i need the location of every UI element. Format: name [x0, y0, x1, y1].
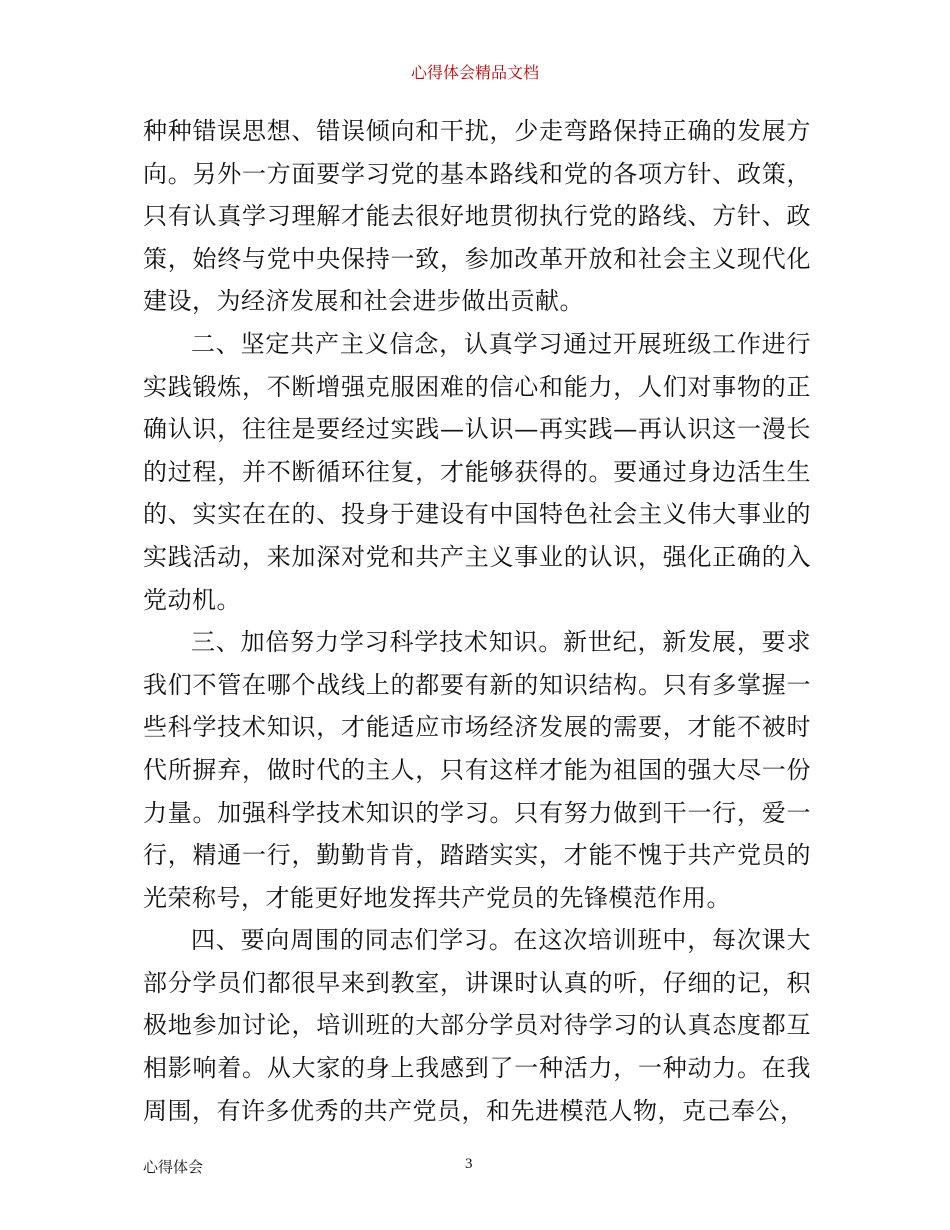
- paragraph-continuation: 种种错误思想、错误倾向和干扰，少走弯路保持正确的发展方向。另外一方面要学习党的基本路线和党的各项方针、政策，只有认真学习理解才能去很好地贯彻执行党的路线、方针、政策，始终与党中央保持一致，参加改革开放和社会主义现代化建设，为经济发展和社会进步做出贡献。: [143, 117, 811, 316]
- document-body: [143, 110, 811, 1132]
- page-header-title: 心得体会精品文档: [410, 63, 539, 82]
- page-number: 3: [465, 1156, 473, 1172]
- paragraph-section-four: 四、要向周围的同志们学习。在这次培训班中，每次课大部分学员们都很早来到教室，讲课时认真的听，仔细的记，积极地参加讨论，培训班的大部分学员对待学习的认真态度都互相影响着。从大家的身上我感到了一种活力，一种动力。在我周围，有许多优秀的共产党员，和先进模范人物，克己奉公，: [143, 926, 811, 1125]
- paragraph-section-two: 二、坚定共产主义信念，认真学习通过开展班级工作进行实践锻炼，不断增强克服困难的信心和能力，人们对事物的正确认识，往往是要经过实践—认识—再实践—再认识这一漫长的过程，并不断循环往复，才能够获得的。要通过身边活生生的、实实在在的、投身于建设有中国特色社会主义伟大事业的实践活动，来加深对党和共产主义事业的认识，强化正确的入党动机。: [143, 329, 811, 614]
- footer-label: 心得体会: [143, 1158, 204, 1176]
- paragraph-section-three: 三、加倍努力学习科学技术知识。新世纪，新发展，要求我们不管在哪个战线上的都要有新的知识结构。只有多掌握一些科学技术知识，才能适应市场经济发展的需要，才能不被时代所摒弃，做时代的主人，只有这样才能为祖国的强大尽一份力量。加强科学技术知识的学习。只有努力做到干一行，爱一行，精通一行，勤勤肯肯，踏踏实实，才能不愧于共产党员的光荣称号，才能更好地发挥共产党员的先锋模范作用。: [143, 628, 811, 912]
